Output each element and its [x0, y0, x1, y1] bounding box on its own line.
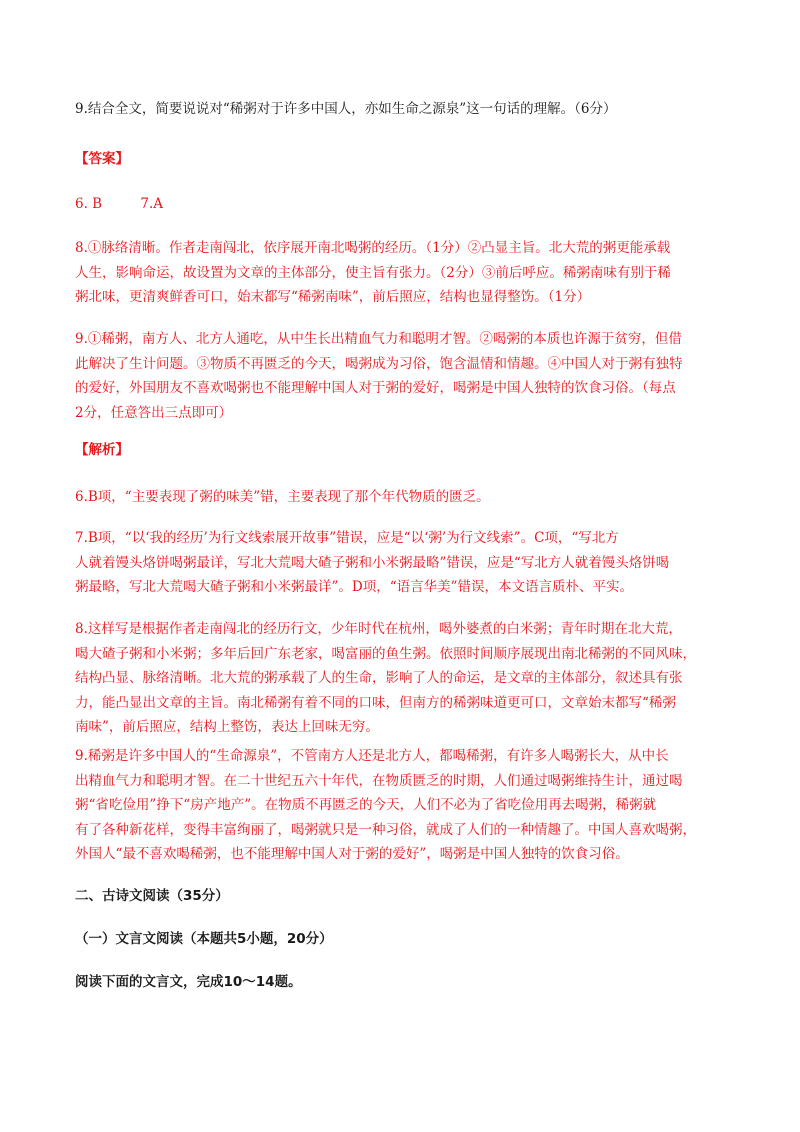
analysis-8-line: 南味”，前后照应，结构上整饬，表达上回味无穷。 — [75, 719, 379, 735]
analysis-8-line: 8.这样写是根据作者走南闯北的经历行文，少年时代在杭州，喝外婆煮的白米粥；青年时期在北大荒， — [75, 621, 682, 637]
answer-8-line: 8.①脉络清晰。作者走南闯北，依序展开南北喝粥的经历。（1分）②凸显主旨。北大荒的粥更能承载 — [75, 240, 671, 256]
analysis-8-line: 喝大碴子粥和小米粥；多年后回广东老家，喝富丽的鱼生粥。依照时间顺序展现出南北稀粥的不同风味， — [75, 645, 696, 662]
analysis-9 — [75, 744, 725, 867]
section-2-subtitle: （一）文言文阅读（本题共5小题，20分） — [75, 931, 333, 947]
answers-6-7 — [75, 194, 725, 214]
answer-8-line: 粥北味，更清爽鲜香可口，始末都写“稀粥南味”，前后照应，结构也显得整饬。（1分） — [75, 289, 591, 305]
answer-6: 6. B — [75, 196, 103, 212]
section-2-instruction: 阅读下面的文言文，完成10～14题。 — [75, 974, 302, 990]
analysis-6: 6.B项，“主要表现了粥的味美”错，主要表现了那个年代物质的匮乏。 — [75, 489, 490, 505]
answer-8-line: 人生，影响命运，故设置为文章的主体部分，使主旨有张力。（2分）③前后呼应。稀粥南味有别于稀 — [75, 264, 671, 281]
answer-9-line: 此解决了生计问题。③物质不再匮乏的今天，喝粥成为习俗，饱含温情和情趣。④中国人对于粥有独特 — [75, 355, 683, 372]
analysis-7-line: 人就着馒头烙饼喝粥最详，写北大荒喝大碴子粥和小米粥最略”错误，应是“写北方人就着馒头烙饼喝 — [75, 554, 670, 571]
analysis-8 — [75, 617, 725, 740]
analysis-9-line: 9.稀粥是许多中国人的“生命源泉”，不管南方人还是北方人，都喝稀粥，有许多人喝粥长大，从中长 — [75, 748, 669, 764]
analysis-7-line: 粥最略，写北大荒喝大碴子粥和小米粥最详”。D项，“语言华美”错误，本文语言质朴、平实。 — [75, 579, 634, 595]
analysis-7-line: 7.B项，“以‘我的经历’为行文线索展开故事”错误，应是“以‘粥’为行文线索”。C项，“写北方 — [75, 530, 619, 546]
analysis-9-line: 粥“省吃俭用”挣下“房产地产”。在物质不再匮乏的今天，人们不必为了省吃俭用再去喝粥，稀粥就 — [75, 797, 657, 813]
answer-9 — [75, 327, 725, 425]
answer-9-line: 2分，任意答出三点即可） — [75, 404, 233, 421]
analysis-9-line: 出精血气力和聪明才智。在二十世纪五六十年代，在物质匮乏的时期，人们通过喝粥维持生计，通过喝 — [75, 772, 683, 789]
analysis-8-line: 力，能凸显出文章的主旨。南北稀粥有着不同的口味，但南方的稀粥味道更可口，文章始末都写“稀粥 — [75, 694, 676, 711]
analysis-8-line: 结构凸显、脉络清晰。北大荒的粥承载了人的生命，影响了人的命运，是文章的主体部分，叙述具有张 — [75, 670, 683, 686]
analysis-9-line: 有了各种新花样，变得丰富绚丽了，喝粥就只是一种习俗，就成了人们的一种情趣了。中国人喜欢喝粥， — [75, 821, 696, 838]
analysis-7 — [75, 526, 725, 600]
answer-7: 7.A — [140, 196, 164, 212]
answer-9-line: 的爱好，外国朋友不喜欢喝粥也不能理解中国人对于粥的爱好，喝粥是中国人独特的饮食习俗。（每点 — [75, 380, 676, 396]
answer-9-line: 9.①稀粥，南方人、北方人通吃，从中生长出精血气力和聪明才智。②喝粥的本质也许源于贫穷，但借 — [75, 331, 682, 347]
answer-8 — [75, 236, 725, 310]
section-2-title: 二、古诗文阅读（35分） — [75, 888, 229, 904]
answer-header: 【答案】 — [75, 151, 129, 167]
question-9: 9.结合全文，简要说说对“稀粥对于许多中国人，亦如生命之源泉”这一句话的理解。（6分） — [75, 101, 617, 117]
analysis-9-line: 外国人“最不喜欢喝稀粥，也不能理解中国人对于粥的爱好”，喝粥是中国人独特的饮食习俗。 — [75, 846, 629, 862]
analysis-header: 【解析】 — [75, 442, 129, 458]
